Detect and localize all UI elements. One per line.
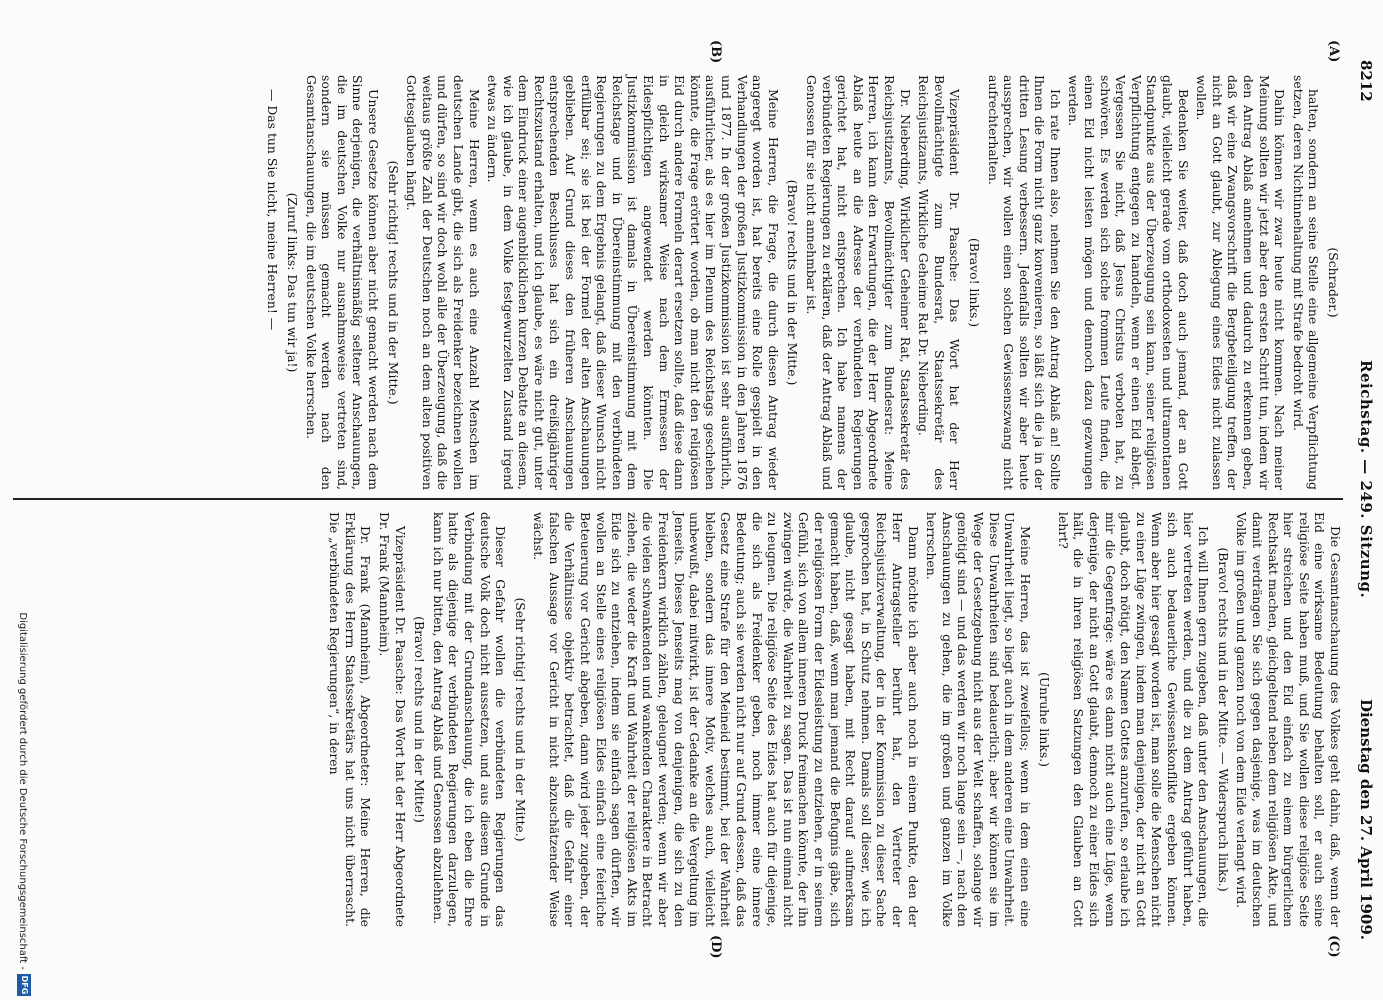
paragraph: — Das tun Sie nicht, meine Herren! —: [265, 89, 281, 331]
page-header: [1353, 60, 1375, 940]
paragraph: Ich rate Ihnen also, nehmen Sie den Antrag Ablaß an! Sollte Ihnen die Form nicht ganz konvenieren, so läßt sich die ja in der dritten Lesung verbessern. Jedenfalls sollten wir aber heute aussprechen, wir wollen einen solchen Gewissenszwang nicht aufrechterhalten.: [985, 75, 1063, 490]
interjection: (Bravo! rechts und in der Mitte. — Widerspruch links.): [1215, 547, 1231, 892]
paragraph: Bedenken Sie weiter, daß doch auch jemand, der an Gott glaubt, vielleicht gerade vom orthodoxesten und ultramontanen Standpunkte aus der Überzeugung sein kann, seiner religiösen Verpflichtung entgegen zu handeln, wenn er einen Eid ablegt. Vergessen Sie nicht, daß Jesus Christus verboten hat, zu schwören. Es werden sich solche frommen Leute finden, die einen Eid nicht leisten mögen und dennoch dazu gezwungen werden.: [1066, 75, 1191, 490]
margin-marker-c: (C): [1326, 935, 1341, 958]
paragraph: Dr. Nieberding, Wirklicher Geheimer Rat, Staatssekretär des Reichsjustizamts, Bevollmächtigter zum Bundesrat: Meine Herren, ich kann den Erwartungen, die der Herr Abgeordnete Ablaß heute an die Adresse der verbündeten Regierungen gerichtet hat, nicht entsprechen. Ich habe namens der verbündeten Regierungen zu erklären, daß der Antrag Ablaß und Genossen für sie nicht annehmbar ist.: [804, 75, 913, 490]
session-title: Reichstag. — 249. Sitzung.: [1357, 360, 1375, 599]
paragraph: Dahin können wir zwar heute nicht kommen. Nach meiner Meinung sollten wir jetzt aber den ersten Schritt tun, indem wir den Antrag Ablaß annehmen und dadurch zu erkennen geben, daß wir eine Zwangsvorschrift die Bergbeteiligung treffen, der nicht an Gott glaubt, zur Ablegung eines Eides nicht zulassen wollen.: [1194, 75, 1288, 490]
digitization-credit: [10, 0, 34, 1000]
interjection: (Sehr richtig! rechts und in der Mitte.): [385, 160, 401, 405]
page-number: 8212: [1357, 60, 1375, 102]
paragraph: Unsere Gesetze können aber nicht gemacht werden nach dem Sinne derjenigen, die verhältnismäßig seltener Anschauungen, die im deutschen Volke nur ausnahmsweise vertreten sind, sondern sie müssen gemacht werden nach den Gesamtanschauungen, die im deutschen Volke herrschen.: [303, 75, 381, 490]
paragraph: Vizepräsident Dr. Paasche: Das Wort hat der Herr Abgeordnete Dr. Frank (Mannheim).: [376, 512, 408, 927]
paragraph: Dann möchte ich aber auch noch in einem Punkte, den der Herr Antragsteller berührt hat, den Vertreter der Reichsjustizverwaltung, der in der Kommission zu dieser Sache gesprochen hat, in Schutz nehmen. Damals soll dieser, wie ich glaube, nicht gesagt haben, mit Recht darauf aufmerksam gemacht haben, daß, wenn man jemand die Befugnis gäbe, sich der religiösen Form der Eidesleistung zu entziehen, er in seinem Gefühl, sich von allem inneren Druck freimachen könnte, der ihn zwingen würde, die Wahrheit zu sagen. Das ist nun einmal nicht zu leugnen. Die religiöse Seite des Eides hat auch für diejenige, die sich als Freidenker geben, noch immer eine innere Bedeutung; auch sie werden nicht nur auf Grund dessen, daß das Gesetz eine Strafe für den Meineid bestimmt, bei der Wahrheit bleiben, sondern das innere Motiv, welches auch, vielleicht unbewußt, dabei mitwirkt, ist der Gedanke an die Vergeltung im Jenseits. Dieses Jenseits mag von denjenigen, die sich zu den Freidenkern wirklich zählen, geleugnet werden; wenn wir aber die vielen schwankenden und wankenden Charaktere in Betracht ziehen, die weder die Kraft und Wahrheit der religiösen Akts im Eide sich zu entziehen, indem sie einfach sagen dürften, wir wollen an Stelle eines religiösen Eides einfach eine feierliche Beteuerung vor Gericht abgeben, dann wird jeder zugeben, der die Verhältnisse objektiv betrachtet, daß die Gefahr einer falschen Aussage vor Gericht in nicht abzuschätzender Weise wächst.: [531, 512, 921, 927]
interjection: (Schrader.): [1326, 247, 1341, 318]
margin-marker-d: (D): [708, 935, 723, 959]
right-text-column: [324, 512, 1343, 927]
paragraph: Ich will Ihnen gern zugeben, daß unter den Anschauungen, die hier vertreten werden, und die zu dem Antrag geführt haben, sich auch bedauerliche Gewissenskonflikte ergeben können. Wenn aber hier gesagt worden ist, man solle die Menschen nicht zu einer Lüge zwingen, indem man denjenigen, der nicht an Gott glaubt, doch nötigt, den Namen Gottes anzurufen, so erlaube ich mir die Gegenfrage: wäre es dann nicht auch eine Lüge, wenn derjenige, der nicht an Gott glaubt, dennoch zu einer Eides sich hält, die in ihren religiösen Satzungen den Glauben an Gott lehrt?: [1055, 512, 1212, 927]
margin-marker-a: (A): [1326, 40, 1341, 63]
interjection: (Zuruf links: Das tun wir ja!): [285, 192, 300, 373]
paragraph: Die Gesamtanschauung des Volkes geht dahin, daß, wenn der Eid eine wirksame Bedeutung behalten soll, er auch seine religiöse Seite haben muß, und Sie wollen diese religiöse Seite hier streichen und den Eid einfach zu einem bürgerlichen Rechtsakt machen, gleichgeltend neben dem religiösen Akte, und damit verdrängen Sie sich gegen dasjenige, was im deutschen Volke im großen und ganzen noch von dem Eide verlangt wird.: [1234, 512, 1343, 927]
paragraph: Dieser Gefahr wollen die verbündeten Regierungen das deutsche Volk doch nicht aussetzen, und aus diesem Grunde in Verbindung mit der Grundanschauung, die ich eben die Ehre hatte als diejenige der verbündeten Regierungen darzulegen, kann ich nur bitten, den Antrag Ablaß und Genossen abzulehnen.: [430, 512, 509, 927]
left-text-column: [262, 75, 1343, 490]
credit-text: Digitalisierung gefördert durch die Deutsche Forschungsgemeinschaft -: [17, 612, 28, 970]
paragraph: Meine Herren, die Frage, die durch diesen Antrag wieder angeregt worden ist, hat bereits eine Rolle gespielt in den Verhandlungen der großen Justizkommission in den Jahren 1876 und 1877. In der großen Justizkommission ist sehr ausführlich, ausführlicher, als es hier im Plenum des Reichstags geschehen könnte, die Frage erörtert worden, ob man nicht den religiösen Eid durch andere Formeln derart ersetzen sollte, daß diese dann in gleich wirksamer Weise nach dem Ermessen der Eidespflichtigen angewendet werden könnten. Die Justizkommission ist damals in Übereinstimmung mit dem Reichstage und in Übereinstimmung mit den verbündeten Regierungen zu dem Ergebnis gelangt, daß dieser Wunsch nicht erfüllbar sei; sie ist bei der Formel der alten Anschauungen geblieben. Auf Grund dieses den früheren Anschauungen entsprechenden Beschlusses hat sich ein dreißigjähriger Rechtszustand erhalten, und ich glaube, es wäre nicht gut, unter dem Eindruck einer augenblicklichen kurzen Debatte an diesem, wie ich glaube, in dem Volke festgewurzelten Zustand irgend etwas zu ändern.: [485, 75, 781, 490]
paragraph: Dr. Frank (Mannheim), Abgeordneter: Meine Herren, die Erklärung des Herrn Staatssekretärs hat uns nicht überrascht. Die „verbündeten Regierungen“, in deren: [327, 512, 374, 927]
paragraph: Meine Herren, das ist zweifellos; wenn in dem einen eine Unwahrheit liegt, so liegt auch in dem anderen eine Unwahrheit. Diese Unwahrheiten sind bedauerlich; aber wir können sie im Wege der Gesetzgebung nicht aus der Welt schaffen, solange wir genötigt sind — und das werden wir noch lange sein —, nach den Anschauungen zu gehen, die im großen und ganzen im Volke herrschen.: [924, 512, 1033, 927]
interjection: (Bravo! rechts und in der Mitte!): [412, 616, 428, 823]
interjection: (Sehr richtig! rechts und in der Mitte.): [512, 597, 528, 842]
paragraph: Meine Herren, wenn es auch eine Anzahl Menschen im deutschen Lande gibt, die sich als Freidenker bezeichnen wollen und dürfen, so sind wir doch wohl alle der Überzeugung, daß die weitaus größte Zahl der Deutschen noch an dem alten positiven Gottesglauben hängt.: [404, 75, 482, 490]
paragraph: halten, sondern an seine Stelle eine allgemeine Verpflichtung setzen, deren Nichtinnehaltung mit Strafe bedroht wird.: [1290, 75, 1322, 490]
column-divider: [13, 498, 1343, 500]
interjection: (Bravo! rechts und in der Mitte.): [785, 179, 801, 386]
interjection: (Bravo! links.): [966, 237, 982, 328]
paragraph: Vizepräsident Dr. Paasche: Das Wort hat der Herr Bevollmächtigte zum Bundesrat, Staatssekretär des Reichsjustizamts, Wirkliche Geheime Rat Dr. Nieberding.: [916, 75, 963, 490]
session-date: Dienstag den 27. April 1909.: [1357, 698, 1375, 940]
dfg-logo: DFG: [17, 974, 31, 996]
interjection: (Unruhe links.): [1037, 672, 1053, 767]
margin-marker-b: (B): [708, 40, 723, 64]
